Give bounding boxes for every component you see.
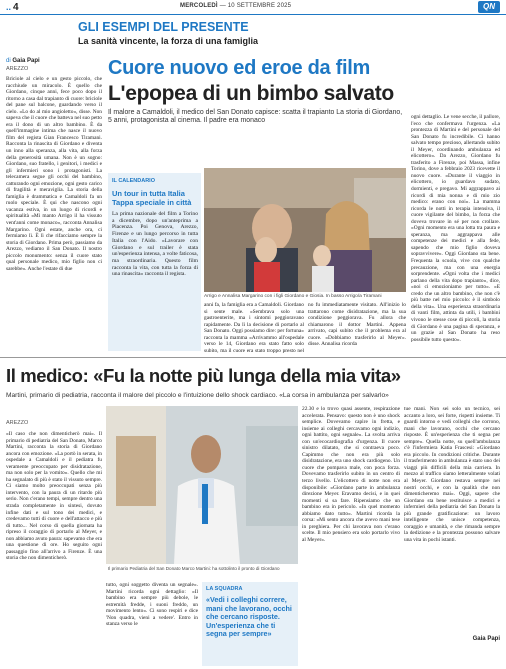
doctor-photo-caption: Il primario Pediatria del San Donato Marco Martini: ha sottolinto il pronto di Giordano xyxy=(108,566,280,571)
article-column-1: Briciole al cielo e un gesto piccolo, che racchiude un miracolo. È quello che Giordano, cinque anni, fece poco dopo il ritorno a casa dal trapianto di cuore: briciole del pane sul balcone, guardando verso il cielo. «Lo do al mio angioletto», disse. Non sapeva che il cuore che batteva nel suo petto era il dono di un altro bambino. È da quell'immagine intima che nasce il nuovo film del regista Gian Francesco Tiramani. Racconta la rinascita di Giordano e diventa un inno alla speranza, alla vita, alla forza della generosità umana. Non è un sogno: Giordano, suo fratello, i genitori, i medici e gli infermieri sono i protagonisti. La telecamera segue gli occhi del bambino, catturando ogni emozione, ogni gesto carico di fragilità e meraviglia. La storia della famiglia è drammatica e Camaldoli fa un ruolo speciale. È qui che nascono ogni vacanza estiva, in un luogo di ricordi e spiritualità «Mi manto Arrigo il ha vissuto vent'anni come monaco», racconta Annalisa Margarino. Ogni estate, anche ora, ci fermiamo lì. È lì che rifacciamo sempre la storia di Giordano. Prima però, passiamo da Arezzo, vediamo il San Donato. Il nostro piccolo monumento: senza il cuore stato qual personale medico, mio figlio non ci sarebbe». Anche l'estate di due xyxy=(6,76,102,272)
article2-column-1: «Il caso che non dimenticherò mai». Il primario di pediatria del San Donato, Marco Martini, racconta la storia di Giordano ancora con emozione. «La portò in serata, in ospedale a Camaldoli e il pediatra fu veramente preoccupato per disidratazione, ma non solo per la vomito». Quello che mi ha segnalato di più è stato il vissuto sempre. Ci siamo molto preoccupati senza più intervento, con la paura di un ritardo più serio. Non c'erano tempi, sempre dentro una strada completamente in sintesi, dovuto infine dati e sul tono dei medici, e credevamo tutti di cuore e dell'attacco e più di tutto... Nel corso di quella giornata ha ripreso il coraggio di portarlo al Meyer, e non abbiamo avuto paura: sapevamo che era una questione di ore. Ho seguito ogni passaggio fino all'arrivo a Firenze. È una storia che non dimenticherò. xyxy=(6,431,102,562)
article-column-5: ogni dettaglio. Le vene secche, il pallore, l'eco che confermava l'urgenza. «La prontezza di Martini e del personale del San Donato fu incredibile. Ci hanno salvato tempo prezioso, allertando subito il Meyer, coordinando ambulanza ed elicottero». Da Arezzo, Giordano fu trasferito a Firenze, poi Massa, infine Torino, dove a febbraio 2023 ricevette il nuovo cuore. «Durante il viaggio in elicottero, io guardavo sudato, dormienti, e pregavo. Mi aggrappavo ai ricordi di mia nonna e di mio zio medico: erano con noi». La mamma ricorda le notti in terapia intensiva, il cuore vigilante del bimbo, la forza che doveva trovare in sé per non crollare. «Ogni momento era una lotta tra paura e speranza, ma aggrappava alle competenze dei medici e alla fede, sapendo che mio figlio doveva sopravvivere». Oggi Giordano sta bene. Frequenta la scuola, vive con qualche precauzione, ma con una energia sorprendente. «Ogni volta che i medici parlano della vita dopo trapianto», dice, «noi ci emozioniamo per tutto». «E credo che un altro bambino, che non c'è più batte nel mio piccolo: è il simbolo della vita». Una esperienza straordinaria di vanti film, attinta da utili, i bambini vivono le stesse cose di piccoli, la storia di Giordano è una pagina di speranza, e un grazie al San Donato ha reso possibile tutto questo». xyxy=(411,114,500,343)
quote-text: «Vedi i colleghi correre, mani che lavorano, occhi che cercano risposte. Un'esperienza che ti segna per sempre» xyxy=(206,595,292,639)
calendar-text: La prima nazionale del film a Torino a dicembre, dopo un'anteprima a Piacenza. Poi Genova, Arezzo, Firenze e un lungo percorso in tutta Italia con l'Aido. «Lavorare con Giordano e sul trailer è stata un'esperienza intensa, a volte faticosa, ma straordinaria. Questo film racconta la vita, con tutta la forza di una rinascita» racconta il regista. xyxy=(112,211,198,278)
doctor-photo xyxy=(106,406,298,564)
headline-secondary: L'epopea di un bimbo salvato xyxy=(108,82,394,105)
dateline-place: AREZZO xyxy=(6,66,29,72)
calendar-tag: IL CALENDARIO xyxy=(112,178,155,184)
byline: di Gaia Papi xyxy=(6,58,40,64)
qn-logo: QN xyxy=(478,1,500,13)
article2-deck: Martini, primario di pediatria, racconta il malore del piccolo e l'intuizione dello shock cardiaco. «La corsa in ambulanza per salvarlo» xyxy=(6,392,389,399)
calendar-box xyxy=(108,173,201,351)
article2-column-2: tutto, ogni soggetto diventa un segnale». Martini ricorda ogni dettaglio: «Il bambino era sempre più debole, le estremità fredde, i suoni freddo, un movimento lento». Ci sono respiri e dice 'Non quadra, vieni a vedere'. Entro in stanza verso le xyxy=(106,582,198,628)
family-photo xyxy=(204,168,406,292)
article-summary: Il malore a Camaldoli, il medico del San Donato capisce: scatta il trapianto La storia di Giordano, 5 anni, protagonista al cinema. Il padre era monaco xyxy=(108,109,403,124)
article2-column-5: tue mani. Non sei solo un tecnico, sei accanto a loro, sei forte, rispetti insieme. Ti guardi intorno e vedi colleghi che corrono, mani che lavorano, occhi che cercano risposte. È un'esperienza che ti segna per sempre». Quella notte, su quell'ambulanza c'è l'infermiera Katia Frascesi: «Giordano era piccolo. In condizioni critiche. Durante il trasferimento in ambulanza è stato uno dei viaggi più difficili della mia carriera. In mezzo al traffico siamo letteralmente volati al Meyer. Giordano restava sempre nei nostri occhi, e con la qualità che non dimenticheremo mai». Oggi, sapere che Giordano sta bene restituisce a medici e infermieri della pediatria del San Donato la più grande gratificazione: un lavoro intelligente che unisce competenza, coraggio e umanità, e che rimanda sempre la dedizione e la prontezza possono salvare una vita in pochi istanti. xyxy=(404,406,500,543)
article-column-3: anni fa, la famiglia era a Camaldoli. Giordano si sente male. «Sembrava solo una gastroenterite, ma i sintomi peggioravano rapidamente. Da lì la decisione di portarlo al San Donato. Oggi possiamo dire: per fortuna» racconta la mamma «Arrivammo all'ospedale verso le 14, Giordano era stato fatto solo subito, ma il cuore era stato troppo presto nel xyxy=(204,302,304,354)
photo-caption: Arrigo e Annalisa Margarino con i figli Giordano e Giosia. In basso Arrigo/a Tiramani xyxy=(204,294,382,299)
headline-doctor: Il medico: «Fu la notte più lunga della mia vita» xyxy=(6,365,401,386)
article-column-4: no fu immediatamente visitato. All'inizio lo trattarono come disidratazione, ma la sua condizione peggiorava. Fu allora che chiamarono il dottor Martini. Appena arrivato, capì subito che il problema era al cuore. «Dobbiamo trasferirlo al Meyer». disse. Annalisa ricorda xyxy=(308,302,406,348)
dateline: MERCOLEDÌ — 10 SETTEMBRE 2025 xyxy=(180,3,292,9)
page-number: .. 4 xyxy=(6,2,19,13)
calendar-title: Un tour in tutta Italia Tappa speciale in città xyxy=(112,189,192,207)
article2-signature: Gaia Papi xyxy=(472,636,500,642)
header-rule xyxy=(0,14,506,15)
page-header xyxy=(0,0,506,14)
headline-primary: Cuore nuovo ed eroe da film xyxy=(108,57,370,79)
squad-quote-box xyxy=(202,582,298,666)
article2-place: AREZZO xyxy=(6,420,29,426)
article2-column-4: 22.30 e lo trovo quasi assente, respirazione accelerata. Pensavo: questo non è uno shock semplice. Dovevamo capire in fretta, e insieme ai colleghi cercavamo ogni indizio, ogni battito, ogni segnale». La svolta arriva con un'ecocardiografia d'urgenza. Il cuore sinistro dilatato, che si contraeva poco. Capimmo che non era più solo disidratazione, era uno shock cardiogeno. Un cuore che pompava male, con poca forza. Dovevamo trasferirlo subito in un centro di terzo livello. L'elicottero di notte non era disponibile: «Giordano parte in ambulanza direzione Meyer. Eravamo decisi, e in quei momenti si sa fare. Ripensiamo che un bambino era in pericolo. «In quel momento abbiamo dato tutto». Martini ricorda la corsa: «Mi sento ancora che avevo mani tese in preghiera. Per chi lavorava non c'erano scelte. Il mio pensiero era solo portarlo vivo al Meyer». xyxy=(302,406,400,543)
article-divider xyxy=(0,357,506,358)
quote-tag: LA SQUADRA xyxy=(206,586,243,592)
section-subtitle: La sanità vincente, la forza di una famiglia xyxy=(78,36,259,46)
section-title: GLI ESEMPI DEL PRESENTE xyxy=(78,20,249,34)
